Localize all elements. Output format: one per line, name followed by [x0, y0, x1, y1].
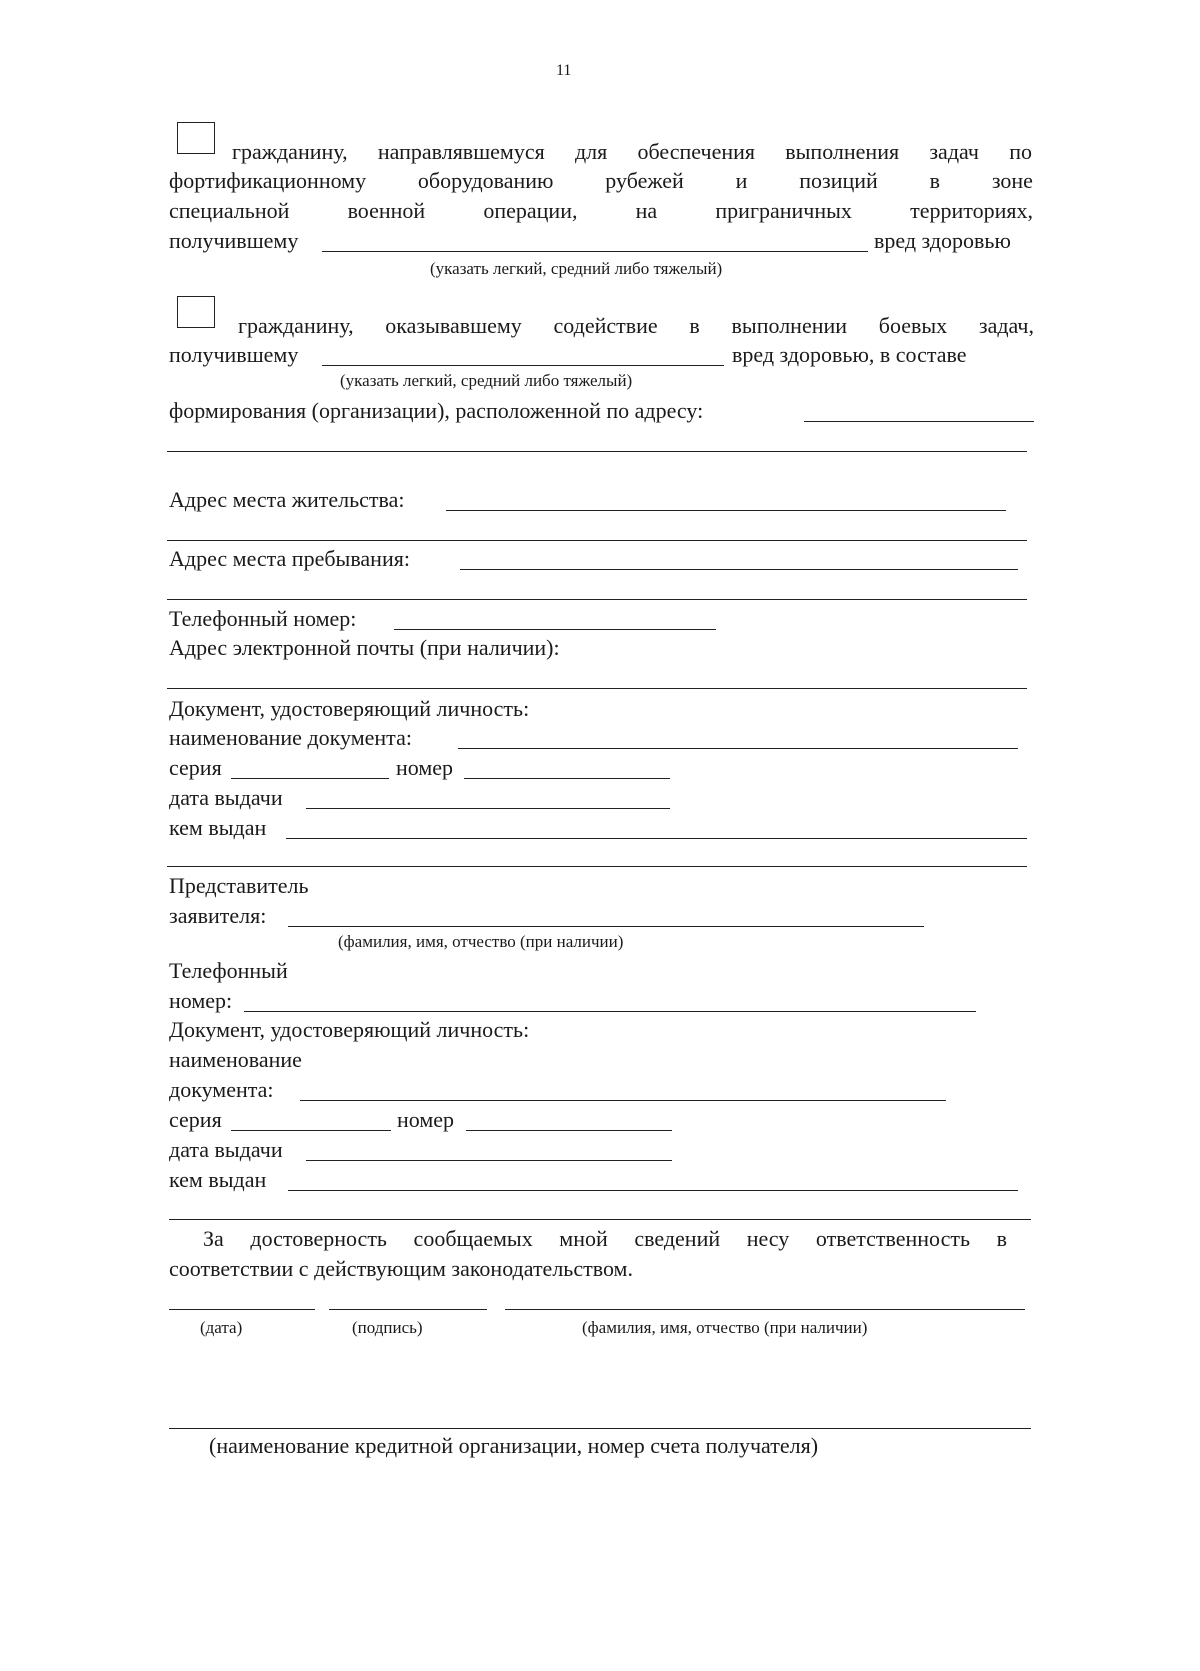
option2-checkbox[interactable] [177, 296, 215, 328]
representative-series-field[interactable] [231, 1130, 391, 1131]
phone-field[interactable] [394, 629, 716, 630]
representative-doc-name-label2: документа: [169, 1077, 274, 1102]
stay-address-field-line2[interactable] [167, 599, 1027, 600]
stay-address-label: Адрес места пребывания: [169, 546, 410, 571]
option1-line3: специальной военной операции, на приграничных территориях, [169, 198, 1033, 223]
issued-by-label: кем выдан [169, 815, 267, 840]
representative-phone-label2: номер: [169, 988, 233, 1013]
representative-issued-by-field[interactable] [288, 1190, 1018, 1191]
id-document-label: Документ, удостоверяющий личность: [169, 696, 530, 721]
number-label: номер [396, 755, 454, 780]
option1-harm-field[interactable] [322, 251, 868, 252]
representative-id-label: Документ, удостоверяющий личность: [169, 1017, 530, 1042]
issue-date-label: дата выдачи [169, 785, 283, 810]
page-number: 11 [556, 62, 572, 79]
option1-line2: фортификационному оборудованию рубежей и позиций в зоне [169, 168, 1033, 193]
representative-name-field[interactable] [288, 926, 924, 927]
representative-issued-by-field-line2[interactable] [169, 1219, 1031, 1220]
signature-caption: (подпись) [352, 1318, 423, 1337]
representative-number-field[interactable] [466, 1130, 672, 1131]
representative-issue-date-label: дата выдачи [169, 1137, 283, 1162]
email-label: Адрес электронной почты (при наличии): [169, 635, 560, 660]
representative-applicant-label: заявителя: [169, 903, 267, 928]
full-name-field[interactable] [505, 1309, 1025, 1310]
issued-by-field-line2[interactable] [167, 866, 1027, 867]
representative-series-label: серия [169, 1107, 222, 1132]
representative-name-hint: (фамилия, имя, отчество (при наличии) [338, 932, 624, 951]
option1-line1: гражданину, направлявшемуся для обеспечения выполнения задач по [232, 139, 1032, 164]
issue-date-field[interactable] [306, 808, 670, 809]
option1-received-label: получившему [169, 228, 299, 253]
representative-doc-name-field[interactable] [300, 1100, 946, 1101]
full-name-caption: (фамилия, имя, отчество (при наличии) [582, 1318, 868, 1337]
organization-address-field-line2[interactable] [167, 451, 1027, 452]
residence-address-field[interactable] [446, 510, 1006, 511]
option2-received-label: получившему [169, 342, 299, 367]
option1-harm-hint: (указать легкий, средний либо тяжелый) [430, 259, 723, 278]
organization-address-field[interactable] [804, 421, 1034, 422]
phone-label: Телефонный номер: [169, 606, 357, 631]
doc-name-label: наименование документа: [169, 725, 412, 750]
email-field[interactable] [167, 688, 1027, 689]
representative-phone-field[interactable] [244, 1011, 976, 1012]
series-label: серия [169, 755, 222, 780]
option2-line1: гражданину, оказывавшему содействие в выполнении боевых задач, [238, 313, 1034, 338]
option2-harm-suffix: вред здоровью, в составе [732, 342, 967, 367]
option2-organization-label: формирования (организации), расположенной по адресу: [169, 398, 704, 423]
date-field[interactable] [169, 1309, 315, 1310]
option1-harm-suffix: вред здоровью [874, 228, 1011, 253]
stay-address-field[interactable] [460, 569, 1018, 570]
option1-checkbox[interactable] [177, 122, 215, 154]
declaration-line1: За достоверность сообщаемых мной сведений несу ответственность в [203, 1226, 1007, 1251]
residence-address-field-line2[interactable] [167, 540, 1027, 541]
number-field[interactable] [464, 778, 670, 779]
series-field[interactable] [231, 778, 389, 779]
bank-details-caption: (наименование кредитной организации, номер счета получателя) [209, 1433, 819, 1458]
option2-harm-hint: (указать легкий, средний либо тяжелый) [340, 371, 633, 390]
representative-issued-by-label: кем выдан [169, 1167, 267, 1192]
representative-phone-label1: Телефонный [169, 958, 288, 983]
date-caption: (дата) [200, 1318, 243, 1337]
bank-details-field[interactable] [169, 1428, 1031, 1429]
representative-number-label: номер [397, 1107, 455, 1132]
doc-name-field[interactable] [458, 748, 1018, 749]
representative-issue-date-field[interactable] [306, 1160, 672, 1161]
representative-doc-name-label1: наименование [169, 1047, 302, 1072]
issued-by-field[interactable] [286, 838, 1027, 839]
signature-field[interactable] [329, 1309, 487, 1310]
representative-title: Представитель [169, 873, 309, 898]
declaration-line2: соответствии с действующим законодательством. [169, 1256, 633, 1281]
residence-address-label: Адрес места жительства: [169, 487, 405, 512]
option2-harm-field[interactable] [322, 365, 724, 366]
